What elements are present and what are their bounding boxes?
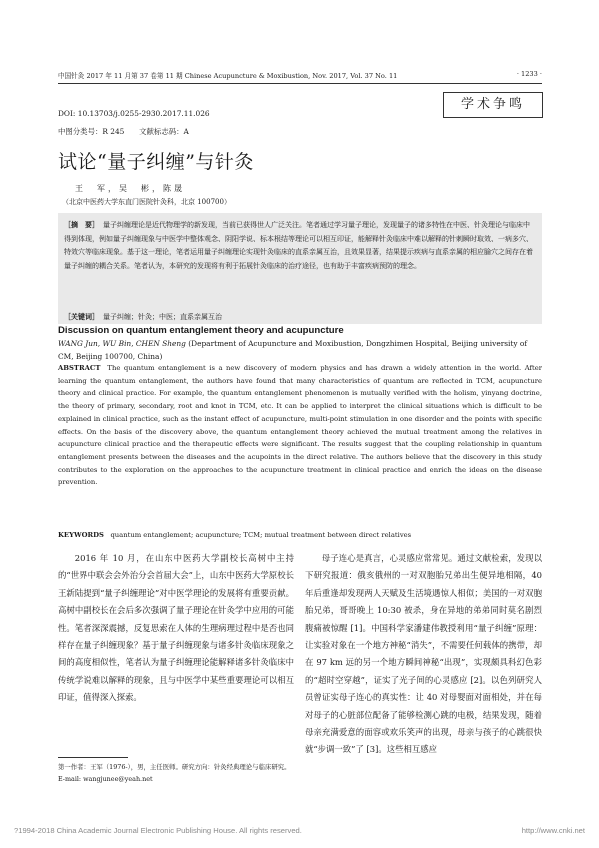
- keywords-text: 量子纠缠；针灸；中医；直系亲属互治: [103, 313, 222, 321]
- english-author-names: WANG Jun, WU Bin, CHEN Sheng: [58, 339, 186, 348]
- footnote-rule: [58, 757, 128, 758]
- body-right-column: 母子连心是真言，心灵感应常常见。通过文献检索，发现以下研究报道：俄亥俄州的一对双胞胎兄弟出生便异地相隔，40 年后重逢却发现两人天赋及生活境遇惊人相似；美国的一对双胞胎兄弟，哥哥晚上 10:30 被杀，身在异地的弟弟同时莫名剧烈腹痛被惊醒 [1]。中国科学家潘建伟教授利用“量子纠缠”原理：让实验对象在一个地方神秘“消失”，不需要任何载体的携带，却在 97 km 远的另一个地方瞬间神秘“出现”，实现颇具科幻色彩的“超时空穿越”，证实了光子间的心灵感应 [2]。以色列研究人员曾证实母子连心的真实性：让 40 对母婴面对面相处，并在每对母子的心脏部位配备了能够检测心跳的电极，结果发现，随着母亲充满爱意的面容或欢乐笑声的出现，母亲与孩子的心跳很快就“步调一致”了 [3]。这些相互感应: [305, 553, 542, 755]
- footer-url[interactable]: http://www.cnki.net: [521, 826, 585, 835]
- doi: DOI: 10.13703/j.0255-2930.2017.11.026: [58, 109, 210, 118]
- running-header: 中国针灸 2017 年 11 月第 37 卷第 11 期 Chinese Acupuncture & Moxibustion, Nov. 2017, Vol. 37 No. 11: [58, 72, 398, 80]
- keywords-label: ［关键词］: [64, 312, 99, 321]
- body-left-column: 2016 年 10 月，在山东中医药大学副校长高树中主持的“世界中联会会外治分会首届大会”上，山东中医药大学原校长王新陆提到“量子纠缠理论”对中医学理论的发展将有重要贡献。高树中副校长在会后多次强调了量子理论在针灸学中应用的可能性。笔者深深震撼，反复思索在人体的生理病理过程中是否也同样存在量子纠缠现象？基于量子纠缠现象与诸多针灸临床现象之间的高度相似性，笔者认为量子纠缠理论能解释诸多针灸临床中传统学说难以解释的现象，且与中医学中某些重要理论可以相互印证，值得深入探索。: [58, 553, 294, 703]
- chinese-abstract: [58, 213, 542, 309]
- column-tag-box: [443, 92, 543, 118]
- authors: 王 军，吴 彬，陈晟: [75, 184, 185, 193]
- affiliation: （北京中医药大学东直门医院针灸科，北京 100700）: [62, 198, 231, 206]
- english-keywords: [58, 531, 542, 539]
- english-abstract-label: ABSTRACT: [58, 364, 101, 372]
- article-title: 试论“量子纠缠”与针灸: [58, 151, 254, 173]
- english-abstract: [58, 362, 542, 489]
- english-keywords-text: quantum entanglement; acupuncture; TCM; mutual treatment between direct relatives: [110, 531, 412, 539]
- abstract-text: 量子纠缠理论是近代物理学的新发现，当前已获得世人广泛关注。笔者通过学习量子理论，发现量子的诸多特性在中医、针灸理论与临床中得到体现，例如量子纠缠现象与中医学中整体观念、阴阳学说、标本根结等理论可以相互印证，能解释针灸临床中难以解释的针刺瞬时取效、一病多穴、特效穴等临床现象。基于这一理论，笔者运用量子纠缠理论实现针灸临床的直系亲属互治，且效果显著，结果提示疾病与直系亲属的相应腧穴之间存在着量子纠缠的耦合关系。笔者认为，本研究的发现将有利于拓展针灸临床的治疗途径，也有助于丰富疾病预防的理念。: [64, 221, 533, 270]
- english-keywords-label: KEYWORDS: [58, 531, 104, 539]
- chinese-keywords: [58, 309, 542, 324]
- copyright-footer: ?1994-2018 China Academic Journal Electronic Publishing House. All rights reserved.: [14, 826, 302, 835]
- classification: 中图分类号：R 245 文献标志码：A: [58, 127, 189, 136]
- abstract-label: ［摘 要］: [64, 220, 99, 229]
- english-abstract-text: The quantum entanglement is a new discovery of modern physics and has drawn a widely attention in the world. After learning the quantum entanglement, the authors have found that many characteristics of quantum are reflected in TCM, acupuncture theory and clinical practice. For example, the quantum entanglement phenomenon is mutually verified with the holism, yinyang doctrine, the theory of primary, secondary, root and knot in TCM, etc. It can be applied to interpret the clinical situations which is difficult to be explained in clinical practice, such as the instant effect of acupuncture, multi-point stimulation in one disorder and the points with specific effects. On the basis of the discovery above, the quantum entanglement theory achieved the mutual treatment among the relatives in acupuncture clinical practice and the therapeutic effects were significant. The results suggest that the coupling relationship in quantum entanglement presents between the diseases and the acupoints in the direct relative. The authors believe that the discovery in this study contributes to the exploration on the approaches to the acupuncture treatment in clinical practice and enrich the ideas on the disease prevention.: [58, 364, 542, 487]
- english-authors: [58, 338, 542, 363]
- page-number: · 1233 ·: [516, 70, 542, 78]
- header-rule: [58, 83, 542, 84]
- author-footnote: 第一作者：王军（1976-），男，主任医师。研究方向：针灸经典理论与临床研究。E-mail: wangjunee@yeah.net: [58, 763, 291, 783]
- english-title: Discussion on quantum entanglement theory and acupuncture: [58, 325, 344, 336]
- column-tag: 学术争鸣: [460, 97, 525, 112]
- english-affiliation: (Department of Acupuncture and Moxibustion, Dongzhimen Hospital, Beijing university of CM, Beijing 100700, China): [58, 339, 528, 361]
